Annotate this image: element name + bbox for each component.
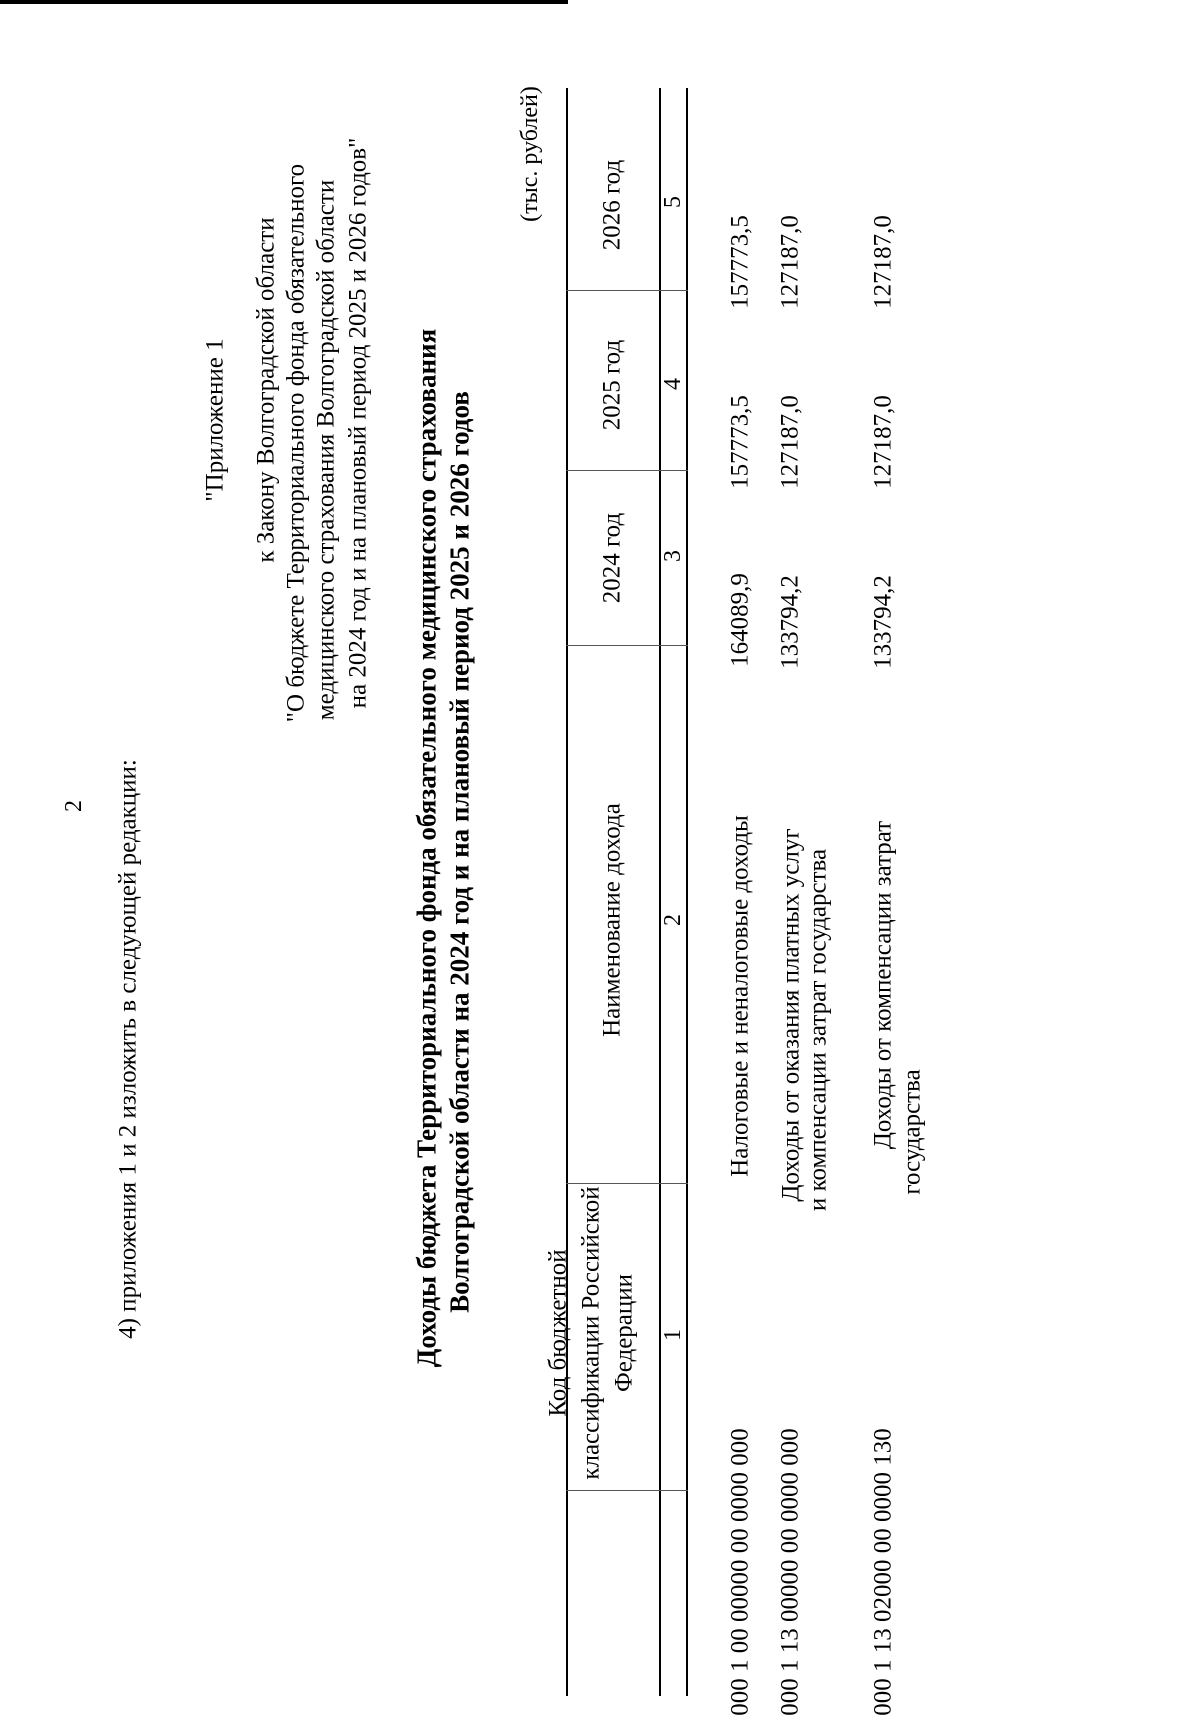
- row-value-2025: 157773,5: [726, 395, 754, 489]
- col-number-4: 4: [660, 378, 686, 390]
- page-number: 2: [61, 800, 87, 812]
- row-code: 000 1 00 00000 00 0000 000: [726, 1428, 754, 1716]
- row-code: 000 1 13 02000 00 0000 130: [869, 1428, 897, 1716]
- appendix-line-3: медицинского страхования Волгоградской области: [312, 179, 340, 721]
- row-income-name-line-2: государства: [898, 1069, 926, 1195]
- table-col-divider-1-2: [566, 1490, 688, 1491]
- row-value-2025: 127187,0: [869, 395, 897, 489]
- document-title-line-2: Волгоградской области на 2024 год и на плановый период 2025 и 2026 годов: [444, 391, 475, 1313]
- table-col-divider-3-4: [566, 645, 688, 646]
- row-value-2024: 164089,9: [726, 573, 754, 667]
- row-value-2026: 127187,0: [869, 215, 897, 309]
- header-code-line-1: Код бюджетной: [544, 1249, 572, 1417]
- header-2024: 2024 год: [598, 512, 626, 604]
- header-code-line-2: классификации Российской: [577, 1186, 605, 1480]
- row-value-2024: 133794,2: [776, 575, 804, 669]
- table-col-numbers-border: [686, 88, 688, 1696]
- col-number-3: 3: [660, 550, 686, 562]
- appendix-line-1: к Закону Волгоградской области: [252, 217, 280, 563]
- row-code: 000 1 13 00000 00 0000 000: [776, 1428, 804, 1716]
- header-2026: 2026 год: [598, 159, 626, 251]
- row-value-2026: 127187,0: [776, 215, 804, 309]
- header-code-line-3: Федерации: [610, 1273, 638, 1393]
- row-income-name: Налоговые и неналоговые доходы: [726, 815, 754, 1177]
- header-2025: 2025 год: [598, 339, 626, 431]
- col-number-1: 1: [660, 1329, 686, 1341]
- header-income-name: Наименование дохода: [598, 803, 626, 1037]
- appendix-line-4: на 2024 год и на плановый период 2025 и 2026 годов": [344, 137, 372, 709]
- row-income-name-line-2: и компенсации затрат государства: [804, 848, 832, 1212]
- row-value-2025: 127187,0: [776, 395, 804, 489]
- table-col-divider-5-end: [566, 290, 688, 291]
- table-header-bottom-border: [659, 88, 661, 1696]
- row-value-2024: 133794,2: [869, 575, 897, 669]
- table-col-divider-2-3: [566, 1183, 688, 1184]
- col-number-2: 2: [660, 914, 686, 926]
- table-header-top-border: [566, 88, 568, 1696]
- intro-text: 4) приложения 1 и 2 изложить в следующей редакции:: [114, 759, 142, 1339]
- appendix-line-2: "О бюджете Территориального фонда обязательного: [282, 163, 310, 723]
- row-income-name-line-1: Доходы от компенсации затрат: [869, 820, 897, 1150]
- row-income-name-line-1: Доходы от оказания платных услуг: [777, 828, 805, 1202]
- row-value-2026: 157773,5: [726, 215, 754, 309]
- unit-label: (тыс. рублей): [517, 86, 543, 222]
- document-title-line-1: Доходы бюджета Территориального фонда обязательного медицинского страхования: [411, 328, 442, 1368]
- appendix-label: "Приложение 1: [201, 338, 229, 502]
- table-col-divider-4-5: [566, 470, 688, 471]
- col-number-5: 5: [660, 196, 686, 208]
